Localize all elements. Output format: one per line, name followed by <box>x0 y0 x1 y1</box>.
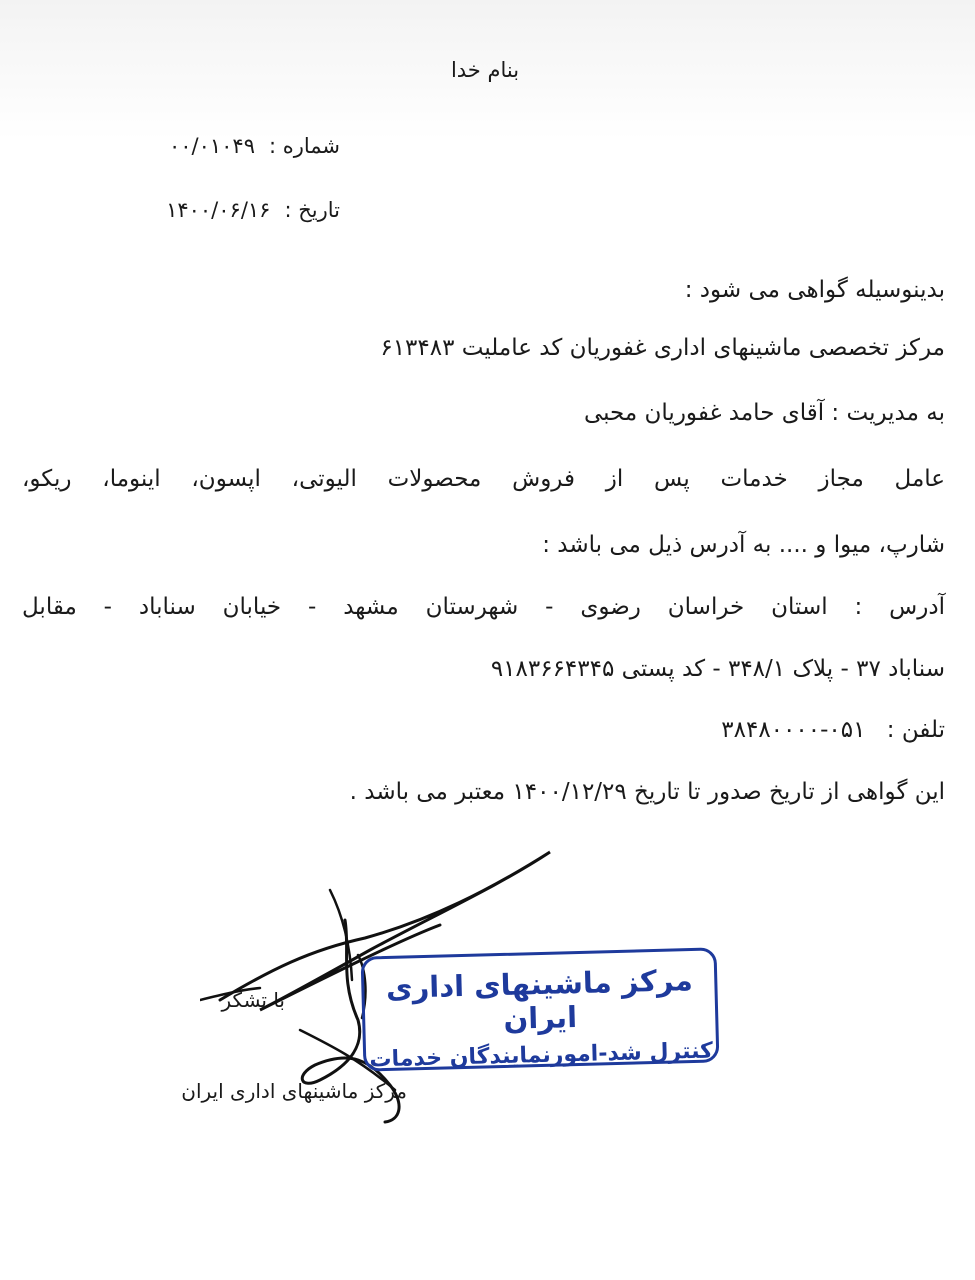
office-stamp <box>361 947 720 1071</box>
stamp-line-2: کنترل شد-امورنمایندگان خدمات <box>369 1038 714 1073</box>
body-line-manager: به مدیریت : آقای حامد غفوریان محبی <box>583 400 945 426</box>
signature-org: مرکز ماشینهای اداری ایران <box>181 1079 407 1103</box>
letter-date-label: تاریخ : <box>284 198 340 222</box>
body-line-brands: شارپ، میوا و .... به آدرس ذیل می باشد : <box>542 532 945 558</box>
body-line-phone <box>721 717 945 745</box>
phone-value: ۰۵۱-۳۸۴۸۰۰۰۰ <box>721 717 866 743</box>
letter-number-label: شماره : <box>268 134 340 158</box>
letter-date-value: ۱۴۰۰/۰۶/۱۶ <box>166 198 271 222</box>
signature-thanks: با تشکر <box>221 988 285 1012</box>
body-line-address: آدرس : استان خراسان رضوی - شهرستان مشهد - خیابان سناباد - مقابل <box>22 594 945 620</box>
letter-number <box>169 134 340 159</box>
body-line-address-cont: سناباد ۳۷ - پلاک ۳۴۸/۱ - کد پستی ۹۱۸۳۶۶۴۳۴۵ <box>490 656 945 682</box>
letter-number-value: ۰۰/۰۱۰۴۹ <box>168 134 255 158</box>
stamp-line-1: مرکز ماشینهای اداری ایران <box>385 962 694 1036</box>
letter-date <box>166 198 340 223</box>
body-line-center: مرکز تخصصی ماشینهای اداری غفوریان کد عاملیت ۶۱۳۴۸۳ <box>380 335 945 361</box>
letter-heading: بنام خدا <box>450 58 520 82</box>
body-line-intro: بدینوسیله گواهی می شود : <box>684 277 945 303</box>
body-line-validity: این گواهی از تاریخ صدور تا تاریخ ۱۴۰۰/۱۲/۲۹ معتبر می باشد . <box>349 779 945 805</box>
phone-label: تلفن : <box>886 717 945 743</box>
body-line-products: عامل مجاز خدمات پس از فروش محصولات الیوتی، اپسون، اینوما، ریکو، <box>22 466 945 492</box>
